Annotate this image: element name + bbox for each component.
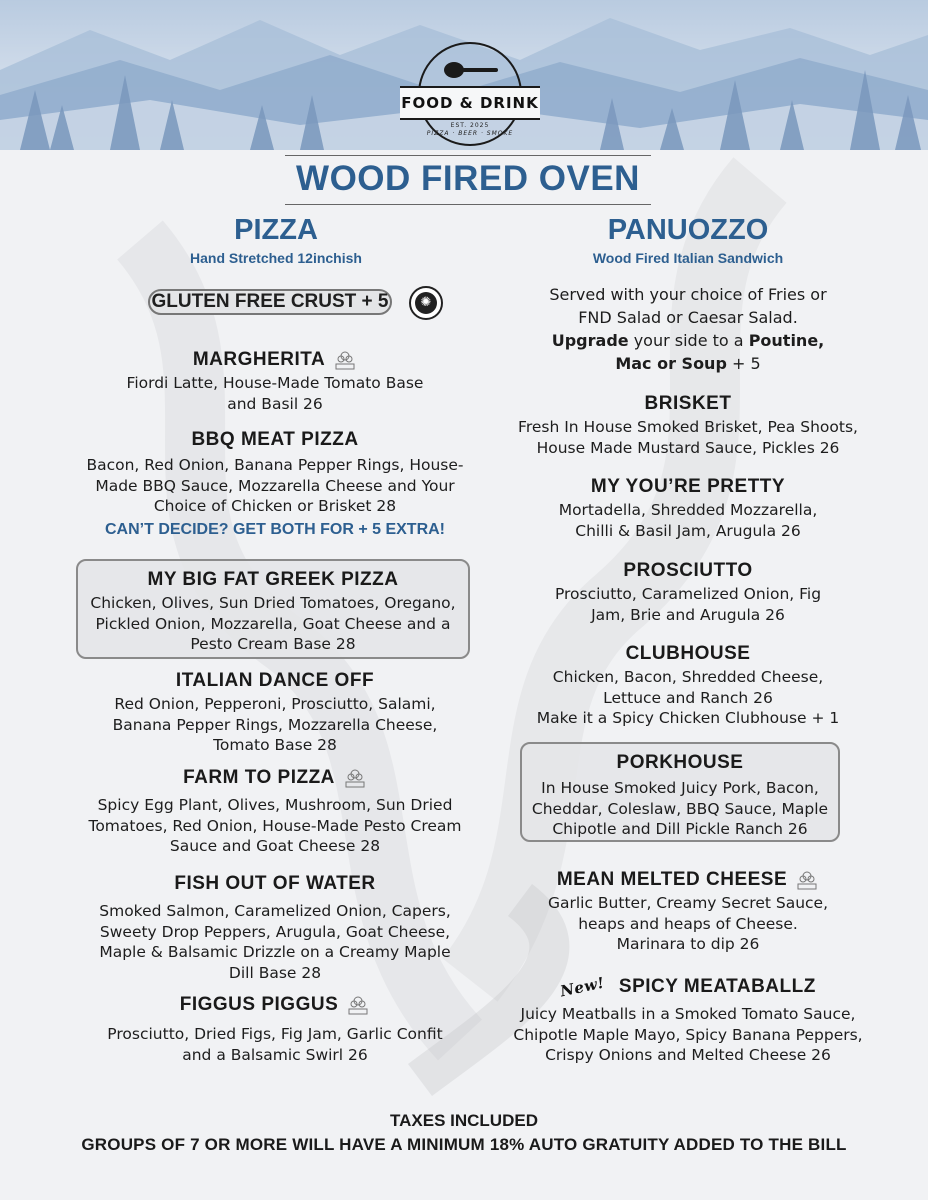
item-name (80, 767, 470, 789)
item-extra: Marinara to dip 26 (616, 935, 760, 954)
item-name: MY BIG FAT GREEK PIZZA (147, 569, 399, 590)
pizza-heading: PIZZA (234, 214, 318, 246)
wheat-icon: ✺ (415, 292, 437, 314)
side-choice-note (508, 283, 868, 375)
mountain-header (0, 0, 928, 150)
item-name-text: MARGHERITA (192, 349, 326, 371)
menu-item-clubhouse (520, 643, 856, 729)
item-name: FISH OUT OF WATER (174, 873, 376, 894)
menu-item-my-youre-pretty (520, 476, 856, 541)
served-line-2: FND Salad or Caesar Salad. (578, 308, 798, 327)
item-desc: Chicken, Bacon, Shredded Cheese, Lettuce and Ranch 26 (552, 668, 824, 707)
panuozzo-subheading: Wood Fired Italian Sandwich (592, 250, 784, 266)
item-name-text: FARM TO PIZZA (183, 767, 335, 789)
vegetarian-icon (333, 349, 357, 371)
gratuity-note: GROUPS OF 7 OR MORE WILL HAVE A MINIMUM 18% AUTO GRATUITY ADDED TO THE BILL (81, 1135, 847, 1154)
item-desc: Prosciutto, Dried Figs, Fig Jam, Garlic Confit and a Balsamic Swirl 26 (107, 1025, 443, 1064)
item-desc: Mortadella, Shredded Mozzarella, Chilli & Basil Jam, Arugula 26 (558, 501, 818, 540)
item-name (80, 994, 470, 1016)
vegetarian-icon (795, 869, 819, 891)
menu-item-porkhouse (520, 742, 840, 842)
item-name-text: SPICY MEATABALLZ (618, 976, 816, 998)
new-badge: New! (558, 973, 607, 1001)
vegetarian-icon (346, 994, 370, 1016)
spoon-icon (440, 56, 500, 86)
menu-item-italian-dance-off (90, 670, 460, 756)
page-title: WOOD FIRED OVEN (296, 159, 640, 198)
upgrade-line (543, 329, 833, 375)
item-desc: Chicken, Olives, Sun Dried Tomatoes, Oregano, Pickled Onion, Mozzarella, Goat Cheese and a Pesto Cream Base 28 (90, 594, 456, 653)
vegetarian-icon (343, 767, 367, 789)
restaurant-logo (400, 38, 540, 148)
item-name: MY YOU’RE PRETTY (590, 476, 786, 497)
logo-est: EST. 2025 (450, 122, 490, 129)
item-name: BBQ MEAT PIZZA (191, 429, 359, 450)
upgrade-label: Upgrade (551, 331, 629, 350)
menu-item-figgus-piggus (80, 994, 470, 1065)
menu-item-brisket (500, 393, 876, 458)
item-desc: Fresh In House Smoked Brisket, Pea Shoots, House Made Mustard Sauce, Pickles 26 (518, 418, 858, 457)
item-name: PORKHOUSE (616, 752, 744, 773)
item-desc: Prosciutto, Caramelized Onion, Fig Jam, Brie and Arugula 26 (554, 585, 822, 624)
item-name (90, 349, 460, 371)
item-name: PROSCIUTTO (623, 560, 753, 581)
pizza-subheading: Hand Stretched 12inchish (190, 250, 362, 266)
combo-callout: CAN’T DECIDE? GET BOTH FOR + 5 EXTRA! (104, 521, 445, 538)
taxes-note: TAXES INCLUDED (390, 1111, 538, 1130)
item-desc: Bacon, Red Onion, Banana Pepper Rings, House-Made BBQ Sauce, Mozzarella Cheese and Your Choice of Chicken or Brisket 28 (86, 456, 464, 515)
gluten-free-badge: GLUTEN FREE CRUST + 5 (148, 289, 392, 315)
gluten-free-icon (409, 286, 443, 320)
title-rule (285, 155, 651, 205)
menu-item-spicy-meataballz (500, 973, 876, 1066)
item-desc: Spicy Egg Plant, Olives, Mushroom, Sun Dried Tomatoes, Red Onion, House-Made Pesto Cream Sauce and Goat Cheese 28 (88, 796, 462, 856)
item-desc: Fiordi Latte, House-Made Tomato Base and Basil 26 (126, 374, 424, 413)
menu-item-prosciutto (520, 560, 856, 625)
footer-notice (0, 1110, 928, 1158)
menu-item-bbq-meat-pizza (70, 429, 480, 517)
menu-item-mean-melted-cheese (510, 869, 866, 955)
item-name-text: MEAN MELTED CHEESE (556, 869, 788, 891)
menu-item-margherita (90, 349, 460, 414)
logo-tagline: PIZZA · BEER · SMOKE (426, 130, 514, 137)
item-name-text: FIGGUS PIGGUS (179, 994, 339, 1016)
item-desc: In House Smoked Juicy Pork, Bacon, Cheddar, Coleslaw, BBQ Sauce, Maple Chipotle and Dill Pickle Ranch 26 (531, 779, 829, 838)
menu-item-farm-to-pizza (80, 767, 470, 857)
upgrade-options: Poutine, Mac or Soup (615, 331, 825, 373)
upgrade-price: + 5 (726, 354, 761, 373)
item-extra: Make it a Spicy Chicken Clubhouse + 1 (536, 709, 840, 727)
item-name (510, 869, 866, 891)
menu-item-fish-out-of-water (80, 873, 470, 983)
served-line-1: Served with your choice of Fries or (549, 285, 827, 304)
menu-item-big-fat-greek (76, 559, 470, 659)
item-desc: Garlic Butter, Creamy Secret Sauce, heaps and heaps of Cheese. (547, 894, 829, 933)
logo-name: FOOD & DRINK (400, 86, 540, 120)
item-desc: Smoked Salmon, Caramelized Onion, Capers, Sweety Drop Peppers, Arugula, Goat Cheese, Maple & Balsamic Drizzle on a Creamy Maple Dill Base 28 (99, 902, 451, 982)
pizza-header (120, 213, 432, 267)
item-name: BRISKET (644, 393, 732, 414)
item-name: CLUBHOUSE (625, 643, 751, 664)
panuozzo-header (530, 213, 846, 267)
panuozzo-heading: PANUOZZO (607, 214, 769, 246)
item-desc: Red Onion, Pepperoni, Prosciutto, Salami, Banana Pepper Rings, Mozzarella Cheese, Tomato Base 28 (112, 695, 438, 754)
item-name: ITALIAN DANCE OFF (175, 670, 375, 691)
item-desc: Juicy Meatballs in a Smoked Tomato Sauce, Chipotle Maple Mayo, Spicy Banana Peppers, Crispy Onions and Melted Cheese 26 (513, 1005, 863, 1065)
item-name (500, 973, 876, 1001)
upgrade-text: your side to a (628, 331, 749, 350)
